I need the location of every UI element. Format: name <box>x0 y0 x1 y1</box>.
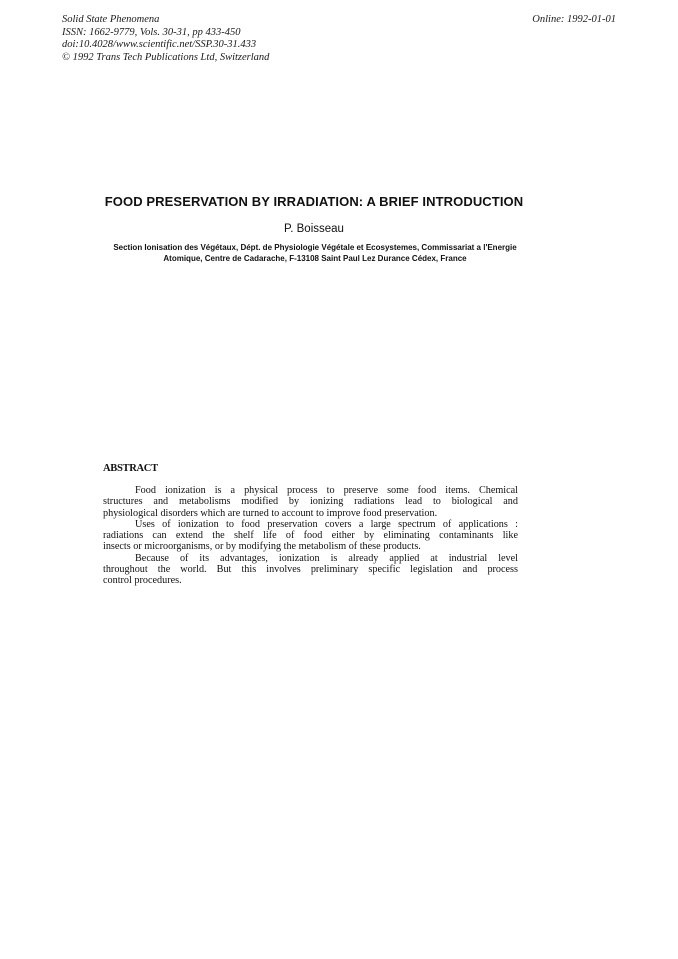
online-date: Online: 1992-01-01 <box>532 14 616 25</box>
abstract-body <box>103 485 518 587</box>
abstract-line: Food ionization is a physical process to preserve some food items. Chemical <box>135 485 518 496</box>
abstract-line: throughout the world. But this involves preliminary specific legislation and process <box>103 564 518 576</box>
affiliation-line: Atomique, Centre de Cadarache, F-13108 Saint Paul Lez Durance Cédex, France <box>163 254 467 263</box>
journal-info <box>62 14 269 64</box>
author-affiliation <box>96 242 534 264</box>
abstract-line: Uses of ionization to food preservation covers a large spectrum of applications : <box>135 518 518 530</box>
journal-doi: doi:10.4028/www.scientific.net/SSP.30-31.433 <box>62 39 257 50</box>
journal-issn: ISSN: 1662-9779, Vols. 30-31, pp 433-450 <box>62 26 241 38</box>
journal-name: Solid State Phenomena <box>62 14 160 25</box>
abstract-line: radiations can extend the shelf life of food either by eliminating contaminants like <box>103 530 518 542</box>
abstract-line: control procedures. <box>103 575 182 587</box>
abstract-heading: ABSTRACT <box>103 463 158 474</box>
affiliation-line: Section Ionisation des Végétaux, Dépt. de Physiologie Végétale et Ecosystemes, Commissariat a l'Energie <box>113 243 517 252</box>
abstract-line: physiological disorders which are turned to account to improve food preservation. <box>103 507 438 519</box>
author-name: P. Boisseau <box>284 223 344 235</box>
abstract-line: Because of its advantages, ionization is already applied at industrial level <box>135 552 518 564</box>
abstract-line: structures and metabolisms modified by ionizing radiations lead to biological and <box>103 496 518 508</box>
journal-copyright: © 1992 Trans Tech Publications Ltd, Switzerland <box>62 51 270 63</box>
paper-title: FOOD PRESERVATION BY IRRADIATION: A BRIEF INTRODUCTION <box>104 194 524 209</box>
abstract-line: insects or microorganisms, or by modifying the metabolism of these products. <box>103 541 421 553</box>
